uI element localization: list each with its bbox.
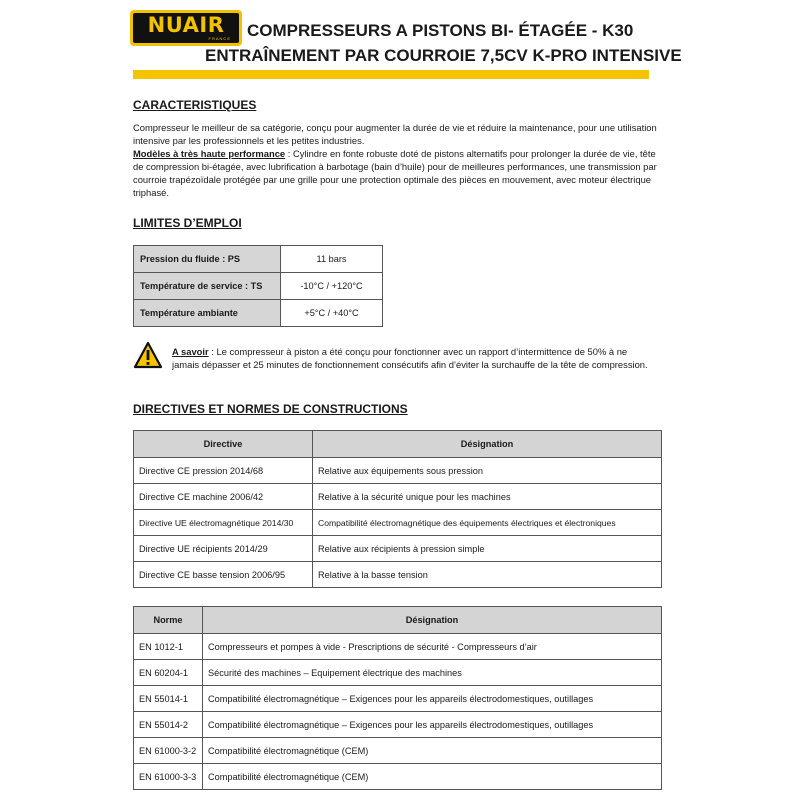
norme-code: EN 61000-3-3 (134, 764, 203, 790)
norme-column-header: Norme (134, 607, 203, 634)
limites-heading: LIMITES D’EMPLOI (133, 216, 242, 230)
models-text: : Cylindre en fonte robuste doté de pistons alternatifs pour prolonger la durée de vie, tête de compression bi-étagée, avec lubrification à barbotage (bain d’huile) pour de meilleures performances, une transmission par courroie trapézoïdale protégée par une grille pour une protection optimale des pièces en mouvement, avec moteur électrique triphasé. (133, 148, 657, 198)
warning-label: A savoir (172, 346, 209, 357)
directive-column-header: Directive (134, 431, 313, 458)
normes-table (133, 606, 662, 790)
directive-row (134, 510, 662, 536)
limit-value: 11 bars (281, 246, 383, 273)
caracteristiques-heading: CARACTERISTIQUES (133, 98, 257, 112)
limit-value: -10°C / +120°C (281, 273, 383, 300)
warning-triangle-icon (133, 341, 163, 369)
limit-label: Pression du fluide : PS (134, 246, 281, 273)
designation-column-header: Désignation (313, 431, 662, 458)
header-divider-bar (133, 70, 649, 79)
limit-value: +5°C / +40°C (281, 300, 383, 327)
norme-designation-column-header: Désignation (203, 607, 662, 634)
directive-row (134, 536, 662, 562)
models-label: Modèles à très haute performance (133, 148, 286, 159)
directives-table (133, 430, 662, 588)
norme-row (134, 764, 662, 790)
document-title-line2: ENTRAÎNEMENT PAR COURROIE 7,5CV K-PRO INTENSIVE (205, 46, 682, 65)
norme-row (134, 686, 662, 712)
warning-body: : Le compresseur à piston a été conçu pour fonctionner avec un rapport d’intermittence de 50% à ne jamais dépasser et 25 minutes de fonctionnement consécutifs afin d’éviter la surchauffe de la tête de compression. (172, 346, 648, 370)
directive-name: Directive CE basse tension 2006/95 (134, 562, 313, 588)
directive-designation: Relative aux équipements sous pression (313, 458, 662, 484)
caracteristiques-paragraph: Compresseur le meilleur de sa catégorie, conçu pour augmenter la durée de vie et réduire la maintenance, pour une utilisation intensive par les professionnels et les petites industries. (133, 122, 657, 146)
directive-designation: Relative aux récipients à pression simple (313, 536, 662, 562)
nuair-logo (130, 10, 242, 46)
norme-code: EN 61000-3-2 (134, 738, 203, 764)
directive-name: Directive UE électromagnétique 2014/30 (134, 510, 313, 536)
norme-designation: Compatibilité électromagnétique – Exigences pour les appareils électrodomestiques, outillages (203, 712, 662, 738)
norme-designation: Compatibilité électromagnétique (CEM) (203, 738, 662, 764)
norme-designation: Sécurité des machines – Equipement électrique des machines (203, 660, 662, 686)
norme-row (134, 712, 662, 738)
norme-designation: Compresseurs et pompes à vide - Prescriptions de sécurité - Compresseurs d’air (203, 634, 662, 660)
limits-row (134, 246, 383, 273)
directive-designation: Relative à la basse tension (313, 562, 662, 588)
document-title-line1: COMPRESSEURS A PISTONS BI- ÉTAGÉE - K30 (247, 21, 634, 40)
norme-row (134, 634, 662, 660)
norme-code: EN 55014-2 (134, 712, 203, 738)
directives-heading: DIRECTIVES ET NORMES DE CONSTRUCTIONS (133, 402, 408, 416)
directive-name: Directive CE machine 2006/42 (134, 484, 313, 510)
limits-table (133, 245, 383, 327)
norme-code: EN 1012-1 (134, 634, 203, 660)
norme-code: EN 60204-1 (134, 660, 203, 686)
norme-designation: Compatibilité électromagnétique – Exigences pour les appareils électrodomestiques, outillages (203, 686, 662, 712)
norme-row (134, 738, 662, 764)
directive-row (134, 458, 662, 484)
limits-row (134, 273, 383, 300)
logo-subtext: FRANCE (208, 36, 231, 41)
directive-row (134, 562, 662, 588)
limits-row (134, 300, 383, 327)
norme-code: EN 55014-1 (134, 686, 203, 712)
caracteristiques-text (133, 121, 658, 199)
limit-label: Température de service : TS (134, 273, 281, 300)
logo-wordmark: NUAIR (147, 13, 225, 37)
warning-text (172, 345, 652, 371)
directive-designation: Compatibilité électromagnétique des équipements électriques et électroniques (313, 510, 662, 536)
directive-name: Directive CE pression 2014/68 (134, 458, 313, 484)
directive-designation: Relative à la sécurité unique pour les machines (313, 484, 662, 510)
directive-name: Directive UE récipients 2014/29 (134, 536, 313, 562)
directive-row (134, 484, 662, 510)
norme-row (134, 660, 662, 686)
limit-label: Température ambiante (134, 300, 281, 327)
norme-designation: Compatibilité électromagnétique (CEM) (203, 764, 662, 790)
